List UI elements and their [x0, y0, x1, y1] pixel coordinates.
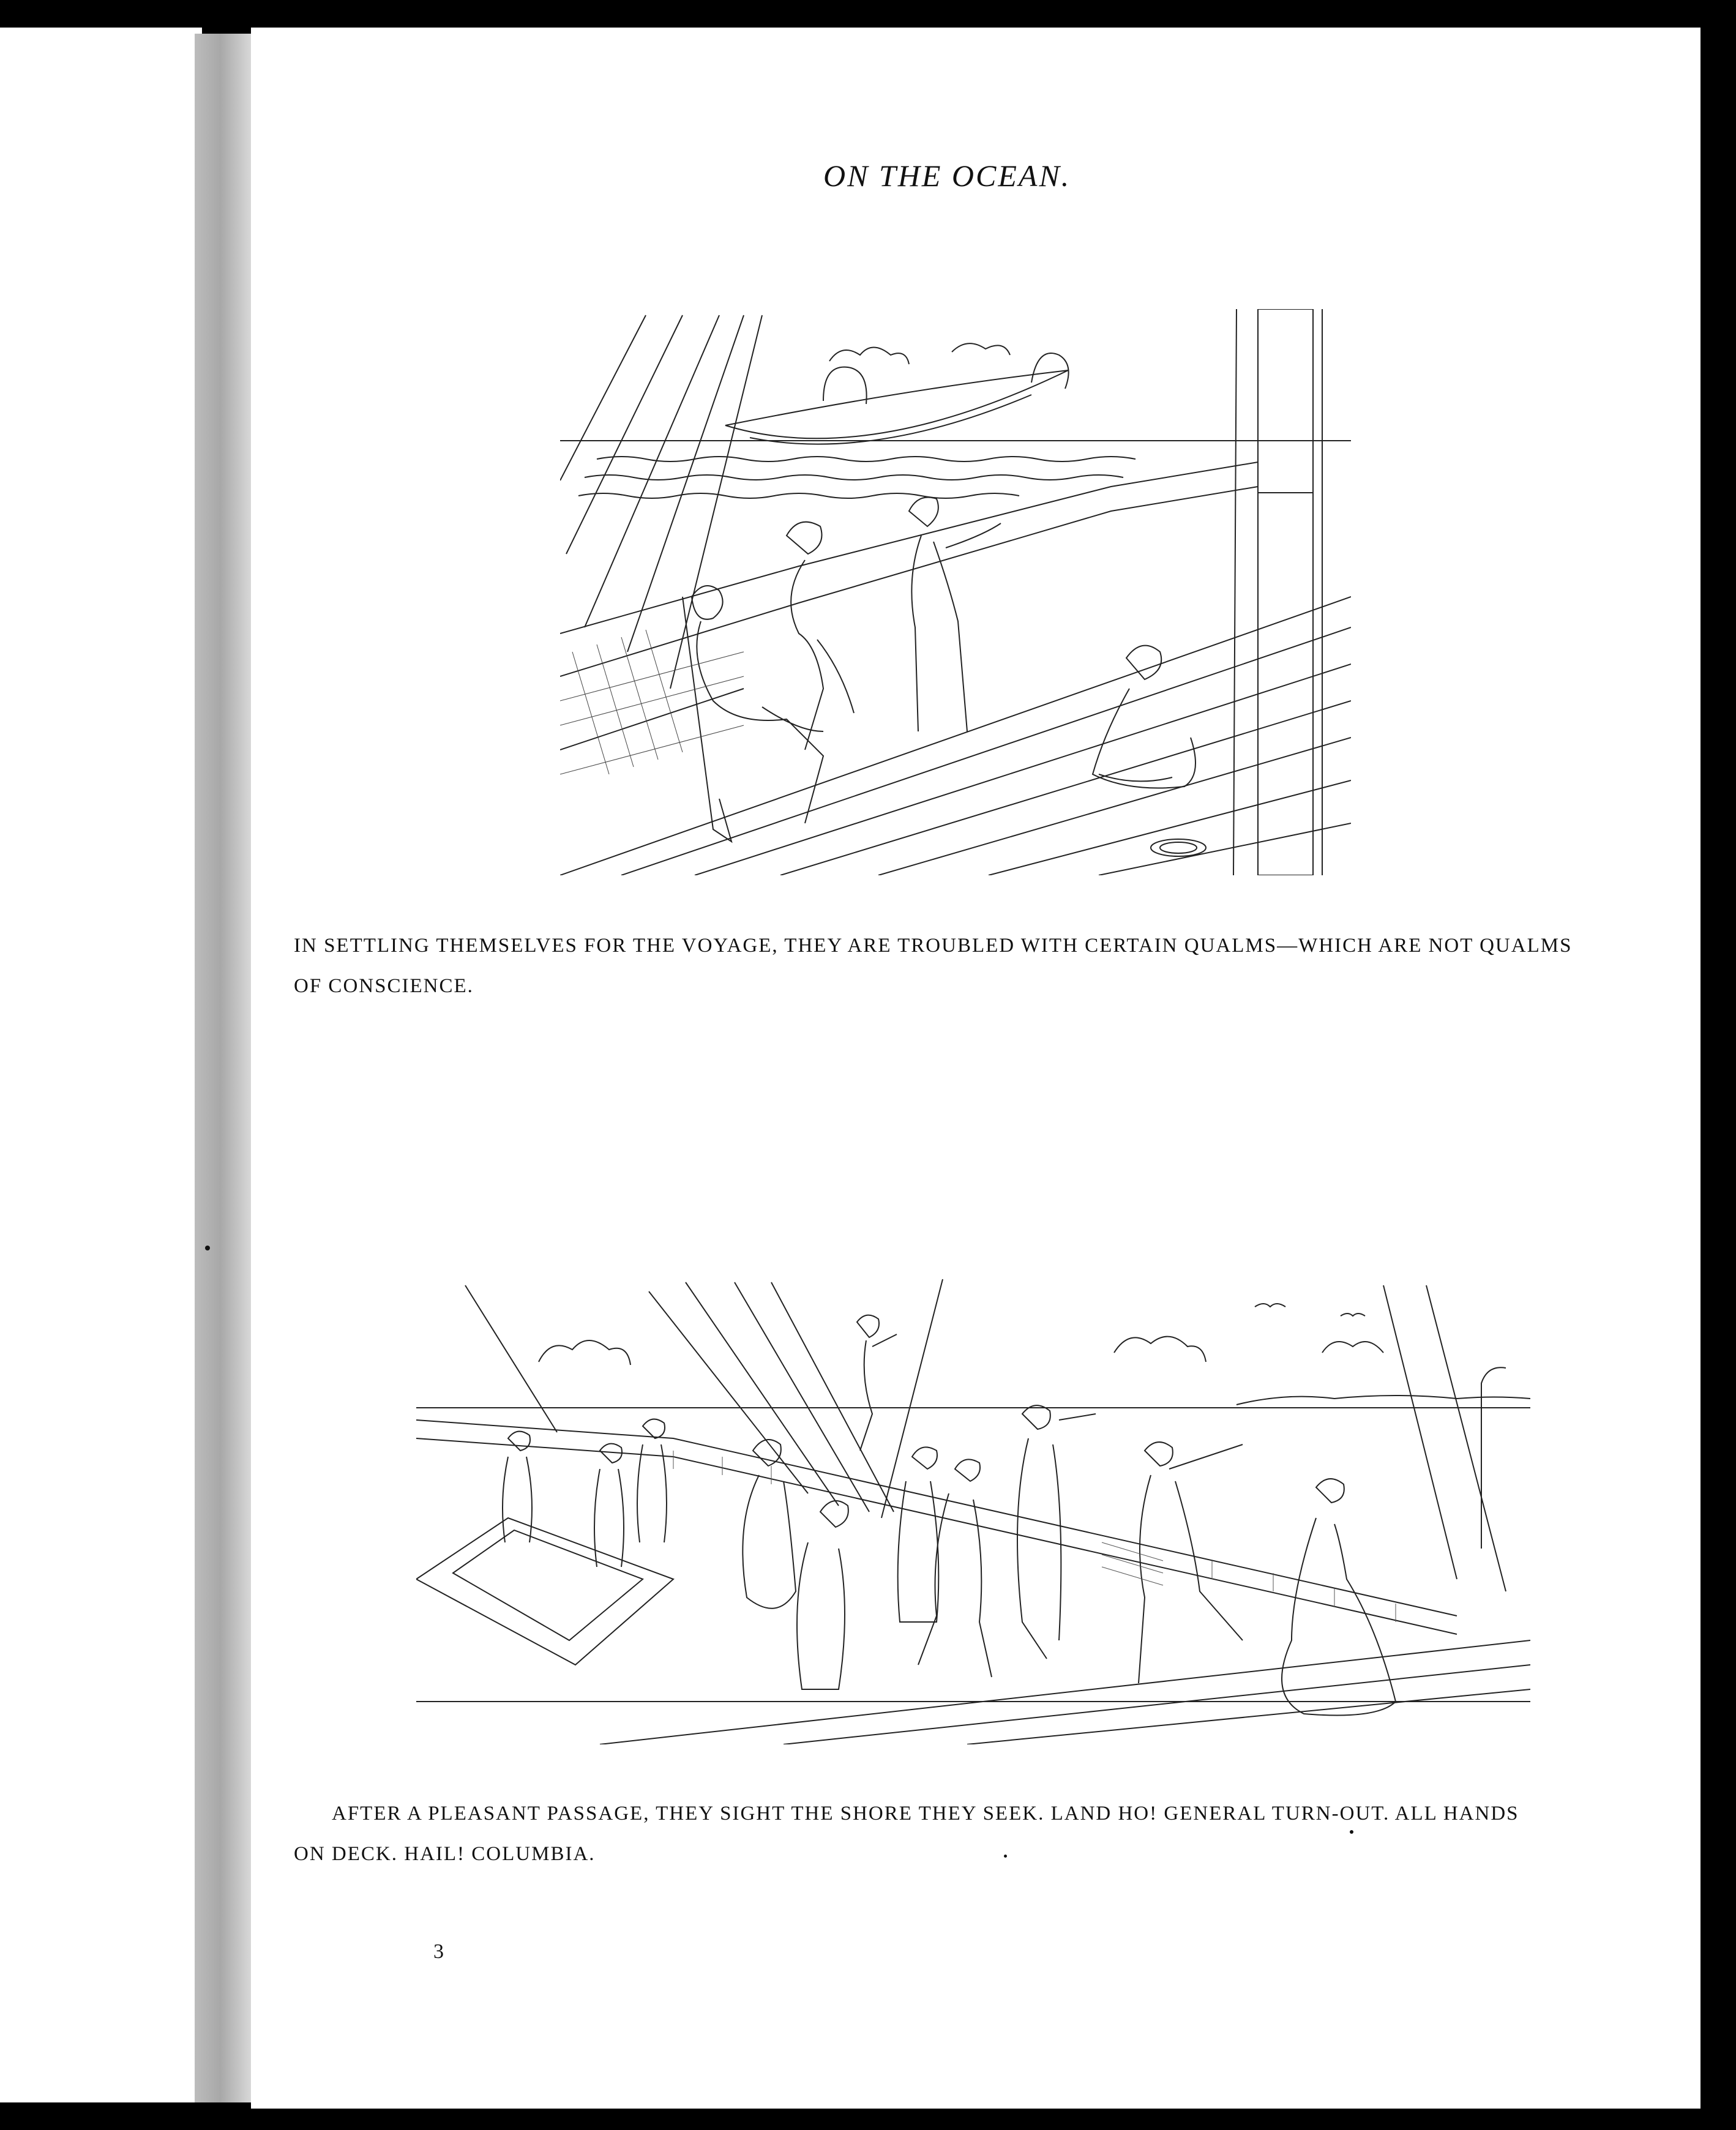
scan-speck [1350, 1830, 1353, 1834]
caption-line: OF CONSCIENCE. [294, 975, 474, 997]
caption-land-ho [294, 1793, 1519, 1874]
left-page-edge [0, 28, 202, 2102]
illustration-seasick-passengers [560, 309, 1351, 875]
caption-seasick-passengers [294, 925, 1572, 1006]
illustration-land-ho [416, 1273, 1530, 1744]
page-number: 3 [433, 1940, 444, 1963]
caption-line: IN SETTLING THEMSELVES FOR THE VOYAGE, THEY ARE TROUBLED WITH CERTAIN QUALMS—WHICH ARE NOT QUALMS [294, 935, 1573, 957]
scan-speck [205, 1246, 210, 1250]
page-title: ON THE OCEAN. [823, 159, 1071, 193]
scan-speck [1004, 1855, 1007, 1858]
caption-line: ON DECK. HAIL! COLUMBIA. [294, 1843, 596, 1865]
engraving-deck-scene [560, 309, 1351, 875]
caption-line: AFTER A PLEASANT PASSAGE, THEY SIGHT THE SHORE THEY SEEK. LAND HO! GENERAL TURN-OUT. ALL HANDS [332, 1803, 1519, 1825]
engraving-crowded-deck [416, 1273, 1530, 1744]
